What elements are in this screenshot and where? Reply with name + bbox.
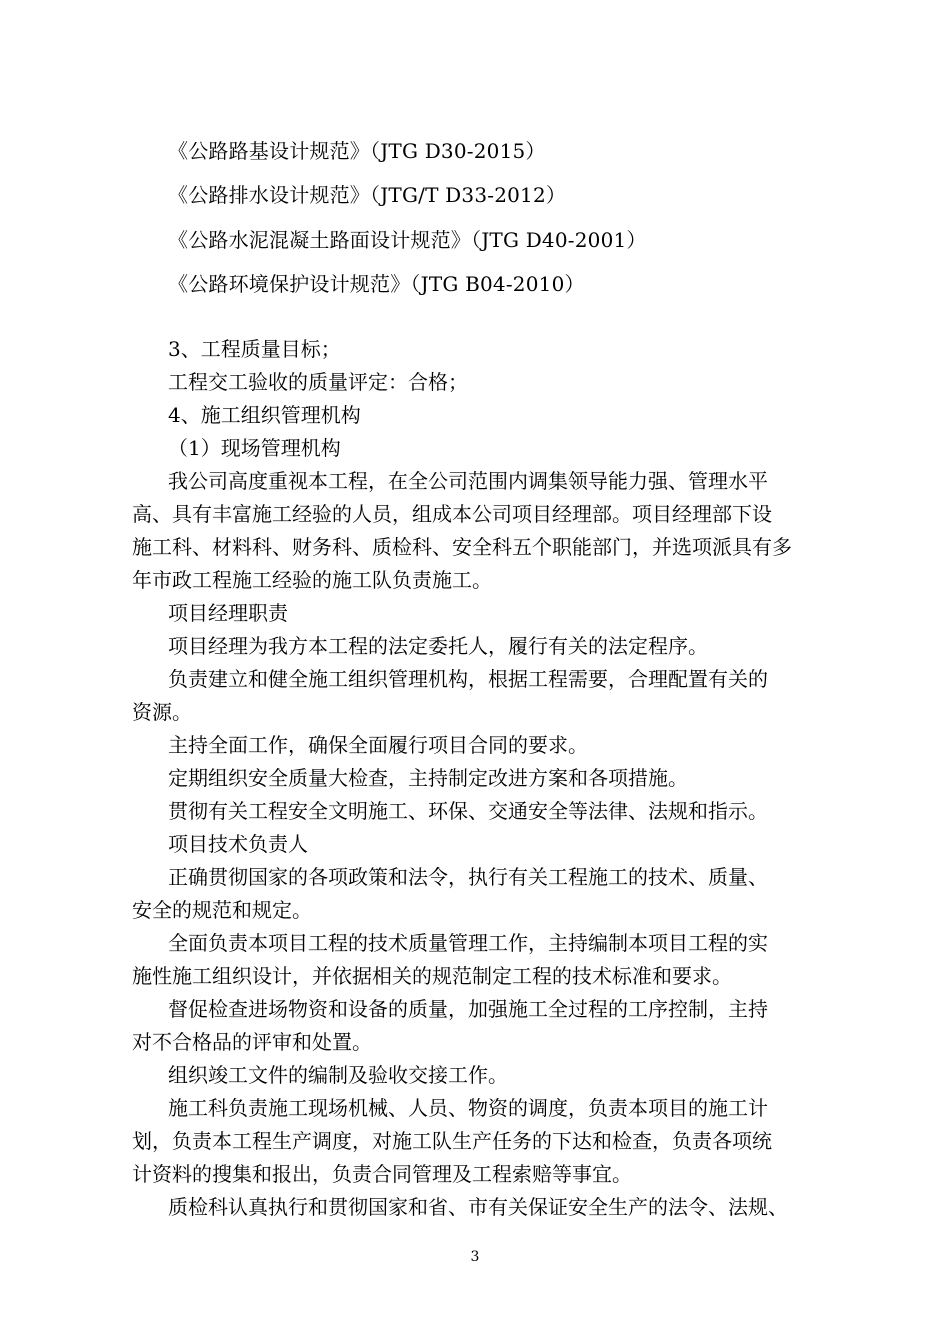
reference-line: 《公路水泥混凝土路面设计规范》（JTG D40-2001） xyxy=(168,228,647,252)
body-line: 施工科负责施工现场机械、人员、物资的调度，负责本项目的施工计 xyxy=(168,1096,768,1120)
page-number: 3 xyxy=(470,1249,480,1265)
section-heading: 4、施工组织管理机构 xyxy=(168,403,361,427)
body-line: 项目经理为我方本工程的法定委托人，履行有关的法定程序。 xyxy=(168,634,708,658)
body-line: 定期组织安全质量大检查，主持制定改进方案和各项措施。 xyxy=(168,766,688,790)
body-line: 主持全面工作，确保全面履行项目合同的要求。 xyxy=(168,733,588,757)
body-line: 高、具有丰富施工经验的人员，组成本公司项目经理部。项目经理部下设 xyxy=(132,502,772,526)
body-line: 划，负责本工程生产调度，对施工队生产任务的下达和检查，负责各项统 xyxy=(132,1129,772,1153)
subsection-heading: （1）现场管理机构 xyxy=(168,436,341,460)
body-line: 贯彻有关工程安全文明施工、环保、交通安全等法律、法规和指示。 xyxy=(168,799,768,823)
body-line: 全面负责本项目工程的技术质量管理工作，主持编制本项目工程的实 xyxy=(168,931,768,955)
body-line: 年市政工程施工经验的施工队负责施工。 xyxy=(132,568,492,592)
reference-line: 《公路排水设计规范》（JTG/T D33-2012） xyxy=(168,183,567,207)
body-line: 对不合格品的评审和处置。 xyxy=(132,1030,372,1054)
body-line: 督促检查进场物资和设备的质量，加强施工全过程的工序控制，主持 xyxy=(168,997,768,1021)
body-line: 正确贯彻国家的各项政策和法令，执行有关工程施工的技术、质量、 xyxy=(168,865,768,889)
body-line: 计资料的搜集和报出，负责合同管理及工程索赔等事宜。 xyxy=(132,1162,632,1186)
subsection-heading: 项目技术负责人 xyxy=(168,832,308,856)
section-heading: 3、工程质量目标； xyxy=(168,337,341,361)
body-line: 我公司高度重视本工程，在全公司范围内调集领导能力强、管理水平 xyxy=(168,469,768,493)
reference-line: 《公路环境保护设计规范》（JTG B04-2010） xyxy=(168,272,585,296)
body-line: 组织竣工文件的编制及验收交接工作。 xyxy=(168,1063,508,1087)
body-line: 质检科认真执行和贯彻国家和省、市有关保证安全生产的法令、法规、 xyxy=(168,1195,788,1219)
subsection-heading: 项目经理职责 xyxy=(168,601,288,625)
body-line: 工程交工验收的质量评定：合格； xyxy=(168,370,468,394)
reference-line: 《公路路基设计规范》（JTG D30-2015） xyxy=(168,139,546,163)
body-line: 安全的规范和规定。 xyxy=(132,898,312,922)
body-line: 施性施工组织设计，并依据相关的规范制定工程的技术标准和要求。 xyxy=(132,964,732,988)
body-line: 施工科、材料科、财务科、质检科、安全科五个职能部门，并选项派具有多 xyxy=(132,535,792,559)
body-line: 负责建立和健全施工组织管理机构，根据工程需要，合理配置有关的 xyxy=(168,667,768,691)
body-line: 资源。 xyxy=(132,700,192,724)
